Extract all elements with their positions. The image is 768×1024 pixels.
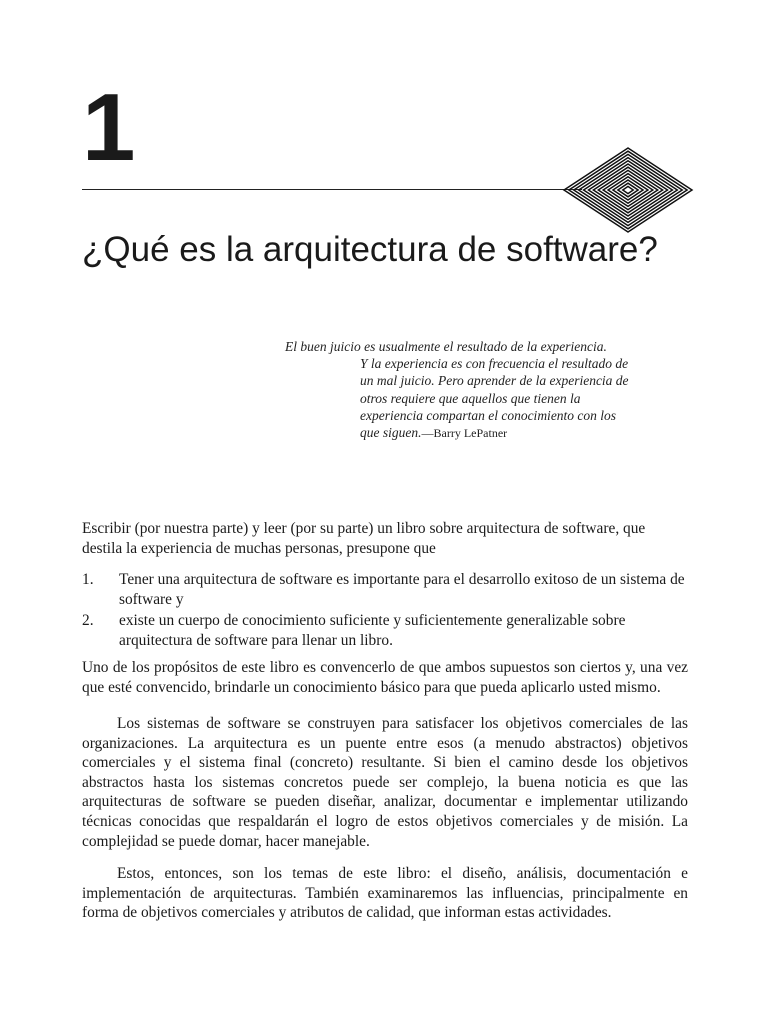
body-paragraph-1: Uno de los propósitos de este libro es convencerlo de que ambos supuestos son ciertos y, una vez que esté convencido, brindarle un conocimiento básico para que pueda aplicarlo usted mismo. [82,659,688,696]
list-item [82,611,688,650]
assumptions-list [82,570,688,652]
list-item-text: Tener una arquitectura de software es importante para el desarrollo exitoso de un sistema de software y [119,571,685,608]
list-item-text: existe un cuerpo de conocimiento suficiente y suficientemente generalizable sobre arquitectura de software para llenar un libro. [119,612,626,649]
epigraph-first-line: El buen juicio es usualmente el resultado de la experiencia. [285,339,607,354]
stepped-pyramid-icon [562,146,694,234]
body-paragraph-3: Estos, entonces, son los temas de este libro: el diseño, análisis, documentación e implementación de arquitecturas. También examinaremos las influencias, principalmente en forma de objetivos comerciales y atributos de calidad, que informan estas actividades. [82,865,688,922]
epigraph-attribution: —Barry LePatner [421,426,508,441]
intro-paragraph: Escribir (por nuestra parte) y leer (por su parte) un libro sobre arquitectura de software, que destila la experiencia de muchas personas, presupone que [82,520,646,557]
list-item-number: 1. [82,571,94,588]
chapter-rule [82,189,582,190]
list-item-number: 2. [82,612,94,630]
epigraph-quote: Y la experiencia es con frecuencia el resultado de un mal juicio. Pero aprender de la experiencia de otros requiere que aquellos que tienen la experiencia compartan el conocimiento con los que siguen. [360,356,629,441]
chapter-title: ¿Qué es la arquitectura de software? [82,230,658,269]
list-item [82,570,688,609]
epigraph [285,338,695,442]
body-paragraph-2: Los sistemas de software se construyen para satisfacer los objetivos comerciales de las organizaciones. La arquitectura es un puente entre esos (a menudo abstractos) objetivos comerciales y el sistema final (concreto) resultante. Si bien el camino desde los objetivos abstractos hasta los sistemas concretos puede ser complejo, la buena noticia es que las arquitecturas de software se pueden diseñar, analizar, documentar e implementar utilizando técnicas conocidas que respaldarán el logro de estos objetivos comerciales y de misión. La complejidad se puede domar, hacer manejable. [82,715,688,850]
chapter-number: 1 [82,74,136,181]
